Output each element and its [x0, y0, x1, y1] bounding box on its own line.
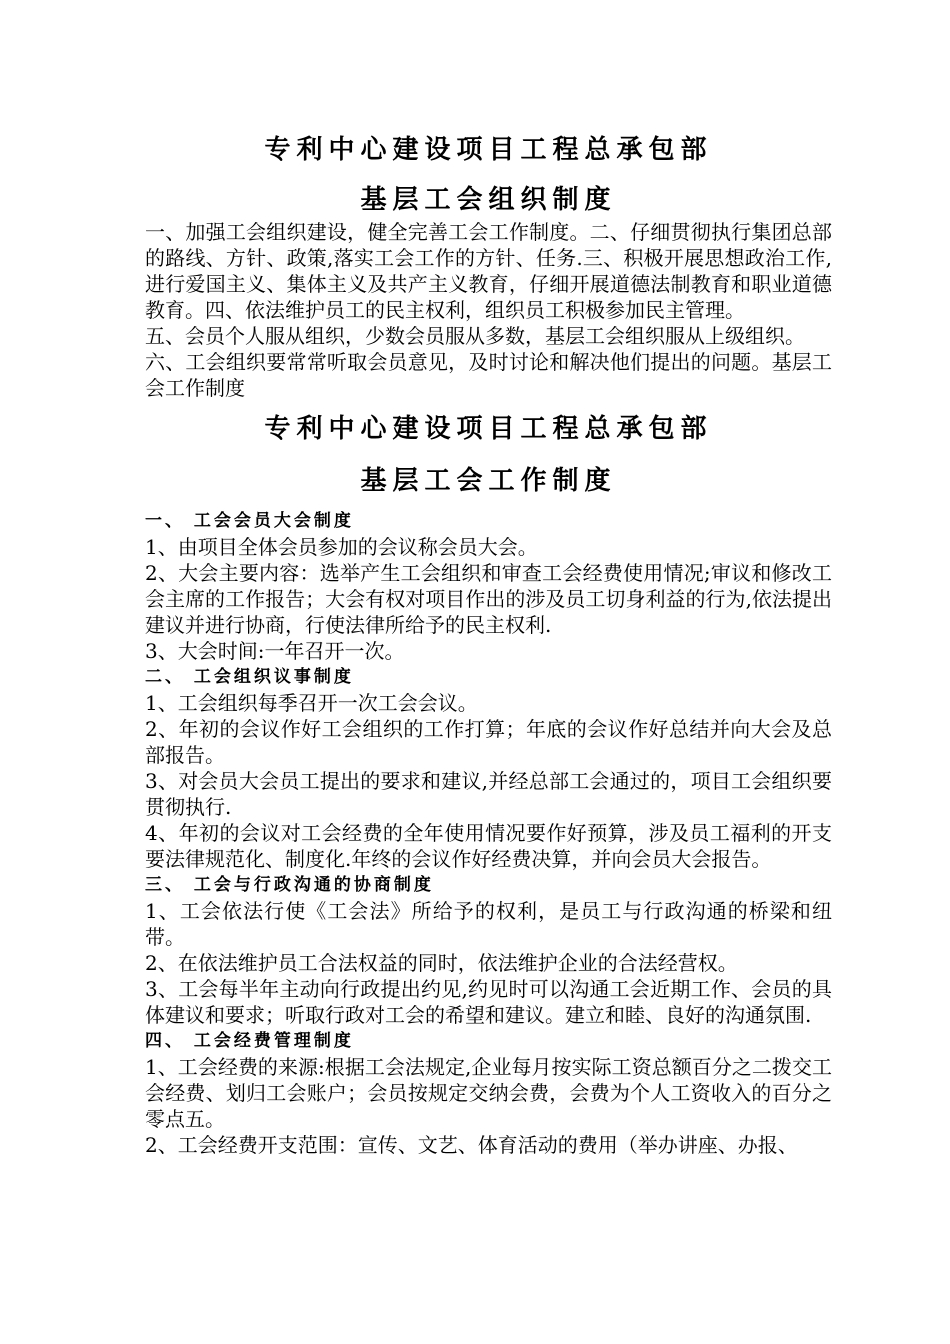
list-item: 4、年初的会议对工会经费的全年使用情况要作好预算，涉及员工福利的开支要法律规范化、制度化.年终的会议作好经费决算，并向会员大会报告。 [145, 820, 832, 871]
section-heading: 三、 工会与行政沟通的协商制度 [145, 874, 434, 895]
list-item: 1、由项目全体会员参加的会议称会员大会。 [145, 534, 538, 559]
list-item: 1、工会经费的来源:根据工会法规定,企业每月按实际工资总额百分之二拨交工会经费、划归工会账户；会员按规定交纳会费，会费为个人工资收入的百分之零点五。 [145, 1054, 832, 1131]
section-heading: 四、 工会经费管理制度 [145, 1030, 354, 1051]
paragraph: 六、工会组织要常常听取会员意见，及时讨论和解决他们提出的问题。基层工会工作制度 [145, 349, 832, 400]
section [145, 1028, 832, 1158]
list-item: 2、年初的会议作好工会组织的工作打算；年底的会议作好总结并向大会及总部报告。 [145, 716, 832, 767]
list-item: 3、对会员大会员工提出的要求和建议,并经总部工会通过的，项目工会组织要贯彻执行. [145, 768, 832, 819]
list-item: 2、大会主要内容：选举产生工会组织和审查工会经费使用情况;审议和修改工会主席的工作报告；大会有权对项目作出的涉及员工切身利益的行为,依法提出建议并进行协商，行使法律所给予的民主权利. [145, 560, 832, 637]
document-title: 专利中心建设项目工程总承包部 [264, 135, 713, 165]
section-heading: 二、 工会组织议事制度 [145, 666, 354, 687]
organization-rules-body [145, 219, 832, 401]
list-item: 2、工会经费开支范围：宣传、文艺、体育活动的费用（举办讲座、办报、 [145, 1132, 798, 1157]
document-title: 专利中心建设项目工程总承包部 [264, 413, 713, 444]
list-item: 3、大会时间:一年召开一次。 [145, 638, 405, 663]
paragraph: 一、加强工会组织建设，健全完善工会工作制度。二、仔细贯彻执行集团总部的路线、方针、政策,落实工会工作的方针、任务.三、积极开展思想政治工作,进行爱国主义、集体主义及共产主义教育，仔细开展道德法制教育和职业道德教育。四、依法维护员工的民主权利，组织员工积极参加民主管理。 [145, 219, 832, 322]
section-heading: 一、 工会会员大会制度 [145, 510, 354, 531]
list-item: 1、工会组织每季召开一次工会会议。 [145, 690, 478, 715]
document-subtitle: 基层工会工作制度 [360, 466, 617, 497]
section [145, 872, 832, 1028]
section [145, 664, 832, 872]
section [145, 508, 832, 664]
document-subtitle: 基层工会组织制度 [360, 185, 617, 216]
list-item: 1、工会依法行使《工会法》所给予的权利，是员工与行政沟通的桥梁和纽带。 [145, 898, 832, 949]
list-item: 3、工会每半年主动向行政提出约见,约见时可以沟通工会近期工作、会员的具体建议和要求；听取行政对工会的希望和建议。建立和睦、良好的沟通氛围. [145, 976, 832, 1027]
paragraph: 五、会员个人服从组织，少数会员服从多数，基层工会组织服从上级组织。 [145, 323, 805, 348]
list-item: 2、在依法维护员工合法权益的同时，依法维护企业的合法经营权。 [145, 950, 738, 975]
